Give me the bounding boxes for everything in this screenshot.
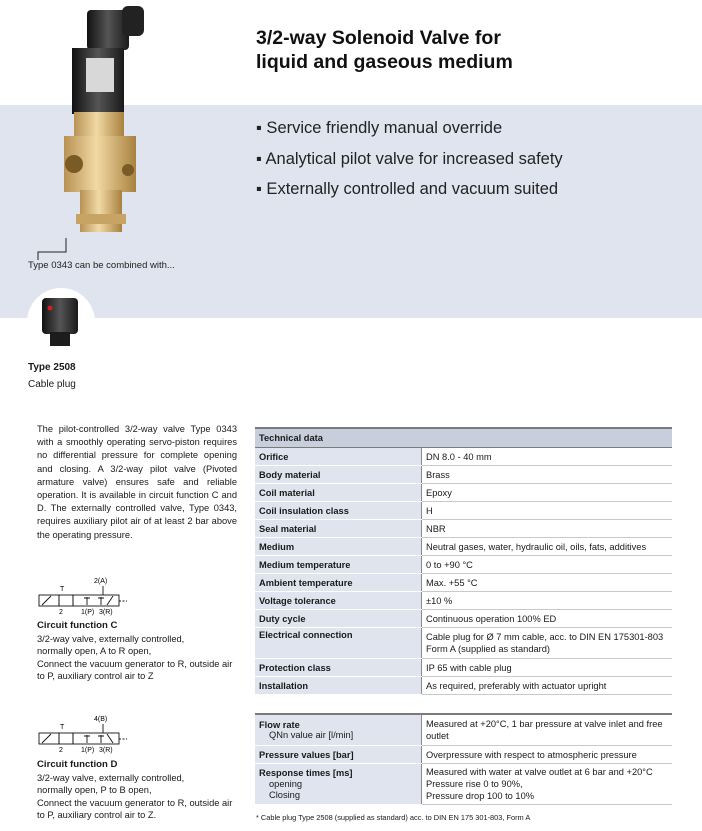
combination-note: Type 0343 can be combined with...	[28, 260, 175, 271]
table-key: Seal material	[255, 520, 422, 538]
circuit-symbol-c	[37, 576, 137, 616]
table-row	[255, 556, 672, 574]
circuit-line: normally open, A to R open,	[37, 646, 152, 657]
symbol-port-top: 4(B)	[94, 716, 108, 723]
table-key: Coil insulation class	[255, 502, 422, 520]
circuit-function-d	[37, 759, 252, 822]
table-value: Cable plug for Ø 7 mm cable, acc. to DIN EN 175301-803 Form A (supplied as standard)	[422, 628, 673, 659]
table-key: Ambient temperature	[255, 574, 422, 592]
table-row	[255, 448, 672, 466]
symbol-port-top: 2(A)	[94, 578, 108, 585]
table-value: Overpressure with respect to atmospheric pressure	[422, 746, 673, 764]
table-value: 0 to +90 °C	[422, 556, 673, 574]
symbol-port-t: T	[60, 724, 65, 731]
table-key: Flow rate QNn value air [l/min]	[255, 714, 422, 746]
table-value: As required, preferably with actuator upright	[422, 677, 673, 695]
table-key: Electrical connection	[255, 628, 422, 659]
table-key: Medium temperature	[255, 556, 422, 574]
feature-item: ▪ Externally controlled and vacuum suited	[256, 180, 559, 198]
technical-data-table	[255, 427, 672, 695]
table-row	[255, 592, 672, 610]
table-row	[255, 466, 672, 484]
table-row	[255, 714, 672, 746]
table-key: Orifice	[255, 448, 422, 466]
accessory-name: Type 2508	[28, 362, 76, 373]
circuit-line: 3/2-way valve, externally controlled,	[37, 772, 185, 783]
table-value: Measured at +20°C, 1 bar pressure at valve inlet and free outlet	[422, 714, 673, 746]
table-key: Installation	[255, 677, 422, 695]
circuit-line: to P, auxiliary control air to Z.	[37, 810, 157, 821]
table-key: Body material	[255, 466, 422, 484]
footnote: * Cable plug Type 2508 (supplied as standard) acc. to DIN EN 175 301-803, Form A	[256, 813, 531, 822]
symbol-port-r: 3(R)	[99, 609, 113, 616]
table-value: Brass	[422, 466, 673, 484]
table-key: Medium	[255, 538, 422, 556]
table-row	[255, 538, 672, 556]
table-key: Voltage tolerance	[255, 592, 422, 610]
table-header-row	[255, 428, 672, 448]
symbol-port-r: 3(R)	[99, 747, 113, 754]
table-row	[255, 628, 672, 659]
table-value: ±10 %	[422, 592, 673, 610]
circuit-title: Circuit function C	[37, 620, 118, 631]
table-value: Max. +55 °C	[422, 574, 673, 592]
table-row	[255, 746, 672, 764]
table-key: Pressure values [bar]	[255, 746, 422, 764]
circuit-line: Connect the vacuum generator to R, outside air	[37, 797, 233, 808]
table-value: Continuous operation 100% ED	[422, 610, 673, 628]
circuit-line: Connect the vacuum generator to R, outside air	[37, 658, 233, 669]
table-value: NBR	[422, 520, 673, 538]
flow-data-table	[255, 713, 672, 805]
valve-product-image	[52, 4, 162, 244]
table-row	[255, 484, 672, 502]
feature-item: ▪ Service friendly manual override	[256, 119, 503, 137]
feature-item: ▪ Analytical pilot valve for increased safety	[256, 149, 563, 168]
table-value: Neutral gases, water, hydraulic oil, oils, fats, additives	[422, 538, 673, 556]
symbol-port-left: 2	[59, 609, 63, 616]
table-row	[255, 574, 672, 592]
circuit-function-c	[37, 620, 252, 683]
product-description: The pilot-controlled 3/2-way valve Type 0343 with a smoothly operating servo-piston requires no differential pressure for complete opening and closing. A 3/2-way pilot valve (Pivoted armature valve) ensures safe and reliable operation. It is available in circuit function C and D. The externally controlled valve, Type 0343, requires auxiliary pilot air of at least 2 bar above the operating pressure.	[37, 424, 237, 540]
table-row	[255, 502, 672, 520]
accessory-desc: Cable plug	[28, 379, 76, 390]
table-row	[255, 659, 672, 677]
circuit-line: normally open, P to B open,	[37, 785, 152, 796]
symbol-port-p: 1(P)	[81, 747, 95, 754]
symbol-port-t: T	[60, 586, 65, 593]
page-title: 3/2-way Solenoid Valve for liquid and gaseous medium	[256, 27, 513, 73]
circuit-title: Circuit function D	[37, 759, 118, 770]
table-key: Response times [ms] opening Closing	[255, 764, 422, 805]
symbol-port-left: 2	[59, 747, 63, 754]
table-heading: Technical data	[255, 428, 672, 448]
circuit-line: 3/2-way valve, externally controlled,	[37, 633, 185, 644]
symbol-port-p: 1(P)	[81, 609, 95, 616]
table-value: IP 65 with cable plug	[422, 659, 673, 677]
table-value: Measured with water at valve outlet at 6 bar and +20°C Pressure rise 0 to 90%, Pressure drop 100 to 10%	[422, 764, 673, 805]
table-key: Duty cycle	[255, 610, 422, 628]
feature-list	[256, 119, 563, 211]
circuit-line: to P, auxiliary control air to Z	[37, 671, 154, 682]
table-value: H	[422, 502, 673, 520]
circuit-symbol-d	[37, 714, 137, 754]
table-key: Protection class	[255, 659, 422, 677]
cable-plug-image	[26, 286, 96, 358]
table-row	[255, 764, 672, 805]
table-row	[255, 610, 672, 628]
table-value: DN 8.0 - 40 mm	[422, 448, 673, 466]
table-row	[255, 677, 672, 695]
table-row	[255, 520, 672, 538]
table-value: Epoxy	[422, 484, 673, 502]
table-key: Coil material	[255, 484, 422, 502]
